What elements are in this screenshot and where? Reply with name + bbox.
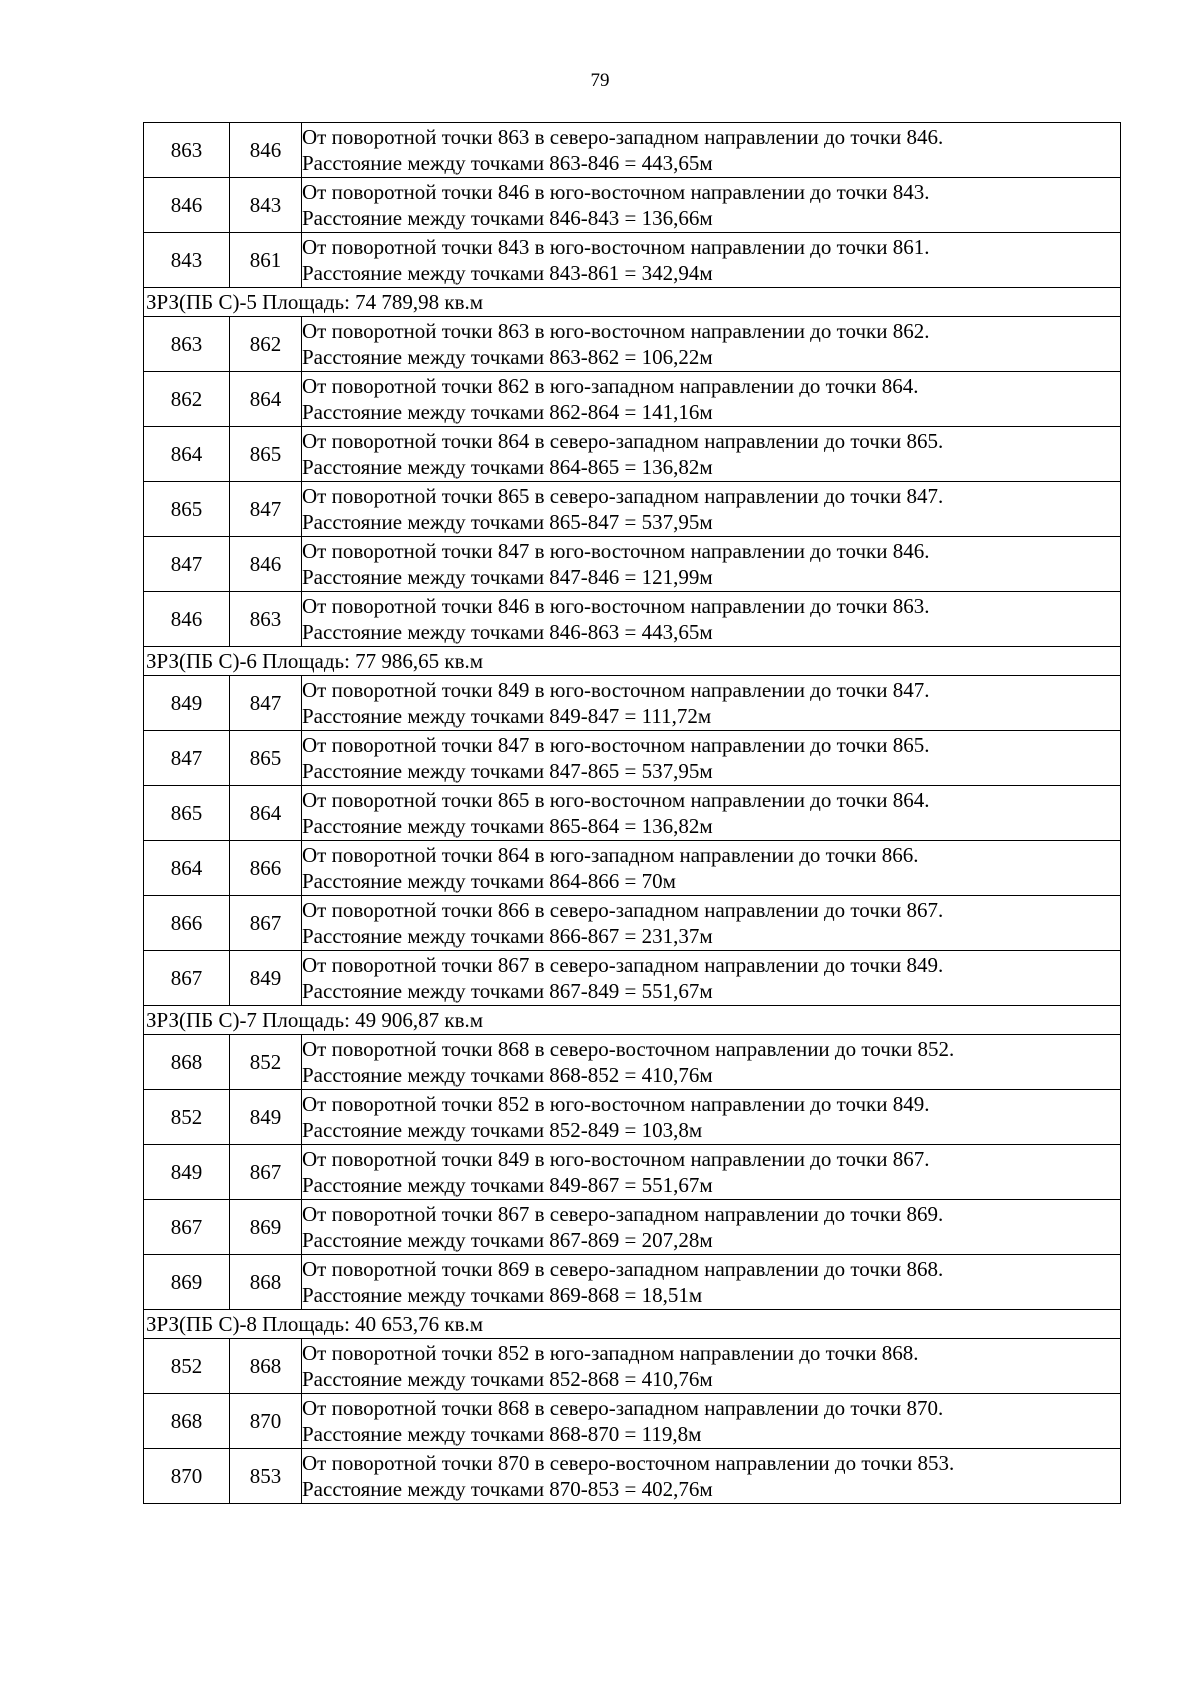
description-cell bbox=[302, 1449, 1121, 1504]
from-point-cell: 852 bbox=[144, 1339, 230, 1394]
description-cell bbox=[302, 786, 1121, 841]
direction-text: От поворотной точки 843 в юго-восточном направлении до точки 861. bbox=[302, 235, 930, 259]
section-header-row bbox=[144, 1006, 1121, 1035]
section-title: ЗРЗ(ПБ С)-8 Площадь: 40 653,76 кв.м bbox=[144, 1310, 1121, 1339]
from-point-cell: 869 bbox=[144, 1255, 230, 1310]
section-title: ЗРЗ(ПБ С)-6 Площадь: 77 986,65 кв.м bbox=[144, 647, 1121, 676]
distance-text: Расстояние между точками 864-866 = 70м bbox=[302, 869, 676, 893]
description-cell bbox=[302, 896, 1121, 951]
segment-row bbox=[144, 1200, 1121, 1255]
distance-text: Расстояние между точками 846-843 = 136,66м bbox=[302, 206, 713, 230]
direction-text: От поворотной точки 864 в юго-западном направлении до точки 866. bbox=[302, 843, 919, 867]
distance-text: Расстояние между точками 867-869 = 207,28м bbox=[302, 1228, 713, 1252]
section-header-row bbox=[144, 647, 1121, 676]
boundary-table-body bbox=[144, 123, 1121, 1504]
direction-text: От поворотной точки 852 в юго-западном направлении до точки 868. bbox=[302, 1341, 919, 1365]
segment-row bbox=[144, 592, 1121, 647]
to-point-cell: 863 bbox=[230, 592, 302, 647]
description-cell bbox=[302, 1090, 1121, 1145]
distance-text: Расстояние между точками 865-864 = 136,82м bbox=[302, 814, 713, 838]
segment-row bbox=[144, 1035, 1121, 1090]
from-point-cell: 849 bbox=[144, 1145, 230, 1200]
segment-row bbox=[144, 537, 1121, 592]
from-point-cell: 863 bbox=[144, 123, 230, 178]
segment-row bbox=[144, 1145, 1121, 1200]
to-point-cell: 868 bbox=[230, 1255, 302, 1310]
distance-text: Расстояние между точками 867-849 = 551,67м bbox=[302, 979, 713, 1003]
to-point-cell: 866 bbox=[230, 841, 302, 896]
from-point-cell: 849 bbox=[144, 676, 230, 731]
from-point-cell: 847 bbox=[144, 537, 230, 592]
segment-row bbox=[144, 1449, 1121, 1504]
direction-text: От поворотной точки 864 в северо-западном направлении до точки 865. bbox=[302, 429, 944, 453]
direction-text: От поворотной точки 852 в юго-восточном направлении до точки 849. bbox=[302, 1092, 930, 1116]
from-point-cell: 864 bbox=[144, 427, 230, 482]
from-point-cell: 852 bbox=[144, 1090, 230, 1145]
to-point-cell: 846 bbox=[230, 123, 302, 178]
segment-row bbox=[144, 317, 1121, 372]
description-cell bbox=[302, 178, 1121, 233]
to-point-cell: 864 bbox=[230, 786, 302, 841]
to-point-cell: 847 bbox=[230, 676, 302, 731]
segment-row bbox=[144, 123, 1121, 178]
description-cell bbox=[302, 372, 1121, 427]
description-cell bbox=[302, 1145, 1121, 1200]
to-point-cell: 843 bbox=[230, 178, 302, 233]
from-point-cell: 847 bbox=[144, 731, 230, 786]
description-cell bbox=[302, 731, 1121, 786]
direction-text: От поворотной точки 870 в северо-восточном направлении до точки 853. bbox=[302, 1451, 955, 1475]
distance-text: Расстояние между точками 863-846 = 443,65м bbox=[302, 151, 713, 175]
from-point-cell: 864 bbox=[144, 841, 230, 896]
distance-text: Расстояние между точками 869-868 = 18,51м bbox=[302, 1283, 703, 1307]
distance-text: Расстояние между точками 865-847 = 537,95м bbox=[302, 510, 713, 534]
segment-row bbox=[144, 676, 1121, 731]
from-point-cell: 863 bbox=[144, 317, 230, 372]
direction-text: От поворотной точки 865 в северо-западном направлении до точки 847. bbox=[302, 484, 944, 508]
direction-text: От поворотной точки 863 в северо-западном направлении до точки 846. bbox=[302, 125, 944, 149]
to-point-cell: 868 bbox=[230, 1339, 302, 1394]
from-point-cell: 846 bbox=[144, 178, 230, 233]
description-cell bbox=[302, 233, 1121, 288]
distance-text: Расстояние между точками 852-849 = 103,8м bbox=[302, 1118, 703, 1142]
direction-text: От поворотной точки 865 в юго-восточном направлении до точки 864. bbox=[302, 788, 930, 812]
to-point-cell: 867 bbox=[230, 1145, 302, 1200]
description-cell bbox=[302, 676, 1121, 731]
direction-text: От поворотной точки 863 в юго-восточном направлении до точки 862. bbox=[302, 319, 930, 343]
distance-text: Расстояние между точками 866-867 = 231,37м bbox=[302, 924, 713, 948]
distance-text: Расстояние между точками 849-867 = 551,67м bbox=[302, 1173, 713, 1197]
segment-row bbox=[144, 233, 1121, 288]
segment-row bbox=[144, 482, 1121, 537]
description-cell bbox=[302, 592, 1121, 647]
from-point-cell: 866 bbox=[144, 896, 230, 951]
description-cell bbox=[302, 1200, 1121, 1255]
segment-row bbox=[144, 731, 1121, 786]
direction-text: От поворотной точки 849 в юго-восточном направлении до точки 847. bbox=[302, 678, 930, 702]
to-point-cell: 847 bbox=[230, 482, 302, 537]
from-point-cell: 846 bbox=[144, 592, 230, 647]
direction-text: От поворотной точки 867 в северо-западном направлении до точки 849. bbox=[302, 953, 944, 977]
description-cell bbox=[302, 1255, 1121, 1310]
distance-text: Расстояние между точками 846-863 = 443,65м bbox=[302, 620, 713, 644]
from-point-cell: 865 bbox=[144, 482, 230, 537]
from-point-cell: 862 bbox=[144, 372, 230, 427]
direction-text: От поворотной точки 846 в юго-восточном направлении до точки 863. bbox=[302, 594, 930, 618]
to-point-cell: 852 bbox=[230, 1035, 302, 1090]
to-point-cell: 865 bbox=[230, 427, 302, 482]
description-cell bbox=[302, 123, 1121, 178]
description-cell bbox=[302, 951, 1121, 1006]
distance-text: Расстояние между точками 852-868 = 410,76м bbox=[302, 1367, 713, 1391]
distance-text: Расстояние между точками 847-865 = 537,95м bbox=[302, 759, 713, 783]
direction-text: От поворотной точки 868 в северо-западном направлении до точки 870. bbox=[302, 1396, 944, 1420]
segment-row bbox=[144, 427, 1121, 482]
distance-text: Расстояние между точками 863-862 = 106,22м bbox=[302, 345, 713, 369]
to-point-cell: 865 bbox=[230, 731, 302, 786]
from-point-cell: 868 bbox=[144, 1394, 230, 1449]
distance-text: Расстояние между точками 870-853 = 402,76м bbox=[302, 1477, 713, 1501]
distance-text: Расстояние между точками 849-847 = 111,72м bbox=[302, 704, 712, 728]
to-point-cell: 849 bbox=[230, 1090, 302, 1145]
segment-row bbox=[144, 786, 1121, 841]
segment-row bbox=[144, 951, 1121, 1006]
segment-row bbox=[144, 896, 1121, 951]
description-cell bbox=[302, 427, 1121, 482]
segment-row bbox=[144, 1339, 1121, 1394]
description-cell bbox=[302, 1394, 1121, 1449]
direction-text: От поворотной точки 846 в юго-восточном направлении до точки 843. bbox=[302, 180, 930, 204]
page-number: 79 bbox=[590, 70, 610, 91]
to-point-cell: 869 bbox=[230, 1200, 302, 1255]
distance-text: Расстояние между точками 868-870 = 119,8м bbox=[302, 1422, 702, 1446]
section-title: ЗРЗ(ПБ С)-7 Площадь: 49 906,87 кв.м bbox=[144, 1006, 1121, 1035]
segment-row bbox=[144, 1255, 1121, 1310]
from-point-cell: 843 bbox=[144, 233, 230, 288]
direction-text: От поворотной точки 862 в юго-западном направлении до точки 864. bbox=[302, 374, 919, 398]
distance-text: Расстояние между точками 843-861 = 342,94м bbox=[302, 261, 713, 285]
from-point-cell: 867 bbox=[144, 1200, 230, 1255]
description-cell bbox=[302, 841, 1121, 896]
to-point-cell: 870 bbox=[230, 1394, 302, 1449]
from-point-cell: 868 bbox=[144, 1035, 230, 1090]
description-cell bbox=[302, 482, 1121, 537]
direction-text: От поворотной точки 847 в юго-восточном направлении до точки 846. bbox=[302, 539, 930, 563]
distance-text: Расстояние между точками 864-865 = 136,82м bbox=[302, 455, 713, 479]
description-cell bbox=[302, 537, 1121, 592]
description-cell bbox=[302, 1339, 1121, 1394]
segment-row bbox=[144, 178, 1121, 233]
segment-row bbox=[144, 841, 1121, 896]
direction-text: От поворотной точки 869 в северо-западном направлении до точки 868. bbox=[302, 1257, 944, 1281]
to-point-cell: 864 bbox=[230, 372, 302, 427]
to-point-cell: 853 bbox=[230, 1449, 302, 1504]
boundary-table bbox=[143, 122, 1121, 1504]
from-point-cell: 865 bbox=[144, 786, 230, 841]
direction-text: От поворотной точки 847 в юго-восточном направлении до точки 865. bbox=[302, 733, 930, 757]
to-point-cell: 867 bbox=[230, 896, 302, 951]
section-header-row bbox=[144, 1310, 1121, 1339]
direction-text: От поворотной точки 866 в северо-западном направлении до точки 867. bbox=[302, 898, 944, 922]
segment-row bbox=[144, 1090, 1121, 1145]
from-point-cell: 867 bbox=[144, 951, 230, 1006]
direction-text: От поворотной точки 849 в юго-восточном направлении до точки 867. bbox=[302, 1147, 930, 1171]
direction-text: От поворотной точки 867 в северо-западном направлении до точки 869. bbox=[302, 1202, 944, 1226]
to-point-cell: 862 bbox=[230, 317, 302, 372]
section-title: ЗРЗ(ПБ С)-5 Площадь: 74 789,98 кв.м bbox=[144, 288, 1121, 317]
segment-row bbox=[144, 372, 1121, 427]
to-point-cell: 846 bbox=[230, 537, 302, 592]
to-point-cell: 849 bbox=[230, 951, 302, 1006]
description-cell bbox=[302, 317, 1121, 372]
distance-text: Расстояние между точками 868-852 = 410,76м bbox=[302, 1063, 713, 1087]
description-cell bbox=[302, 1035, 1121, 1090]
to-point-cell: 861 bbox=[230, 233, 302, 288]
direction-text: От поворотной точки 868 в северо-восточном направлении до точки 852. bbox=[302, 1037, 955, 1061]
distance-text: Расстояние между точками 847-846 = 121,99м bbox=[302, 565, 713, 589]
from-point-cell: 870 bbox=[144, 1449, 230, 1504]
section-header-row bbox=[144, 288, 1121, 317]
segment-row bbox=[144, 1394, 1121, 1449]
distance-text: Расстояние между точками 862-864 = 141,16м bbox=[302, 400, 713, 424]
